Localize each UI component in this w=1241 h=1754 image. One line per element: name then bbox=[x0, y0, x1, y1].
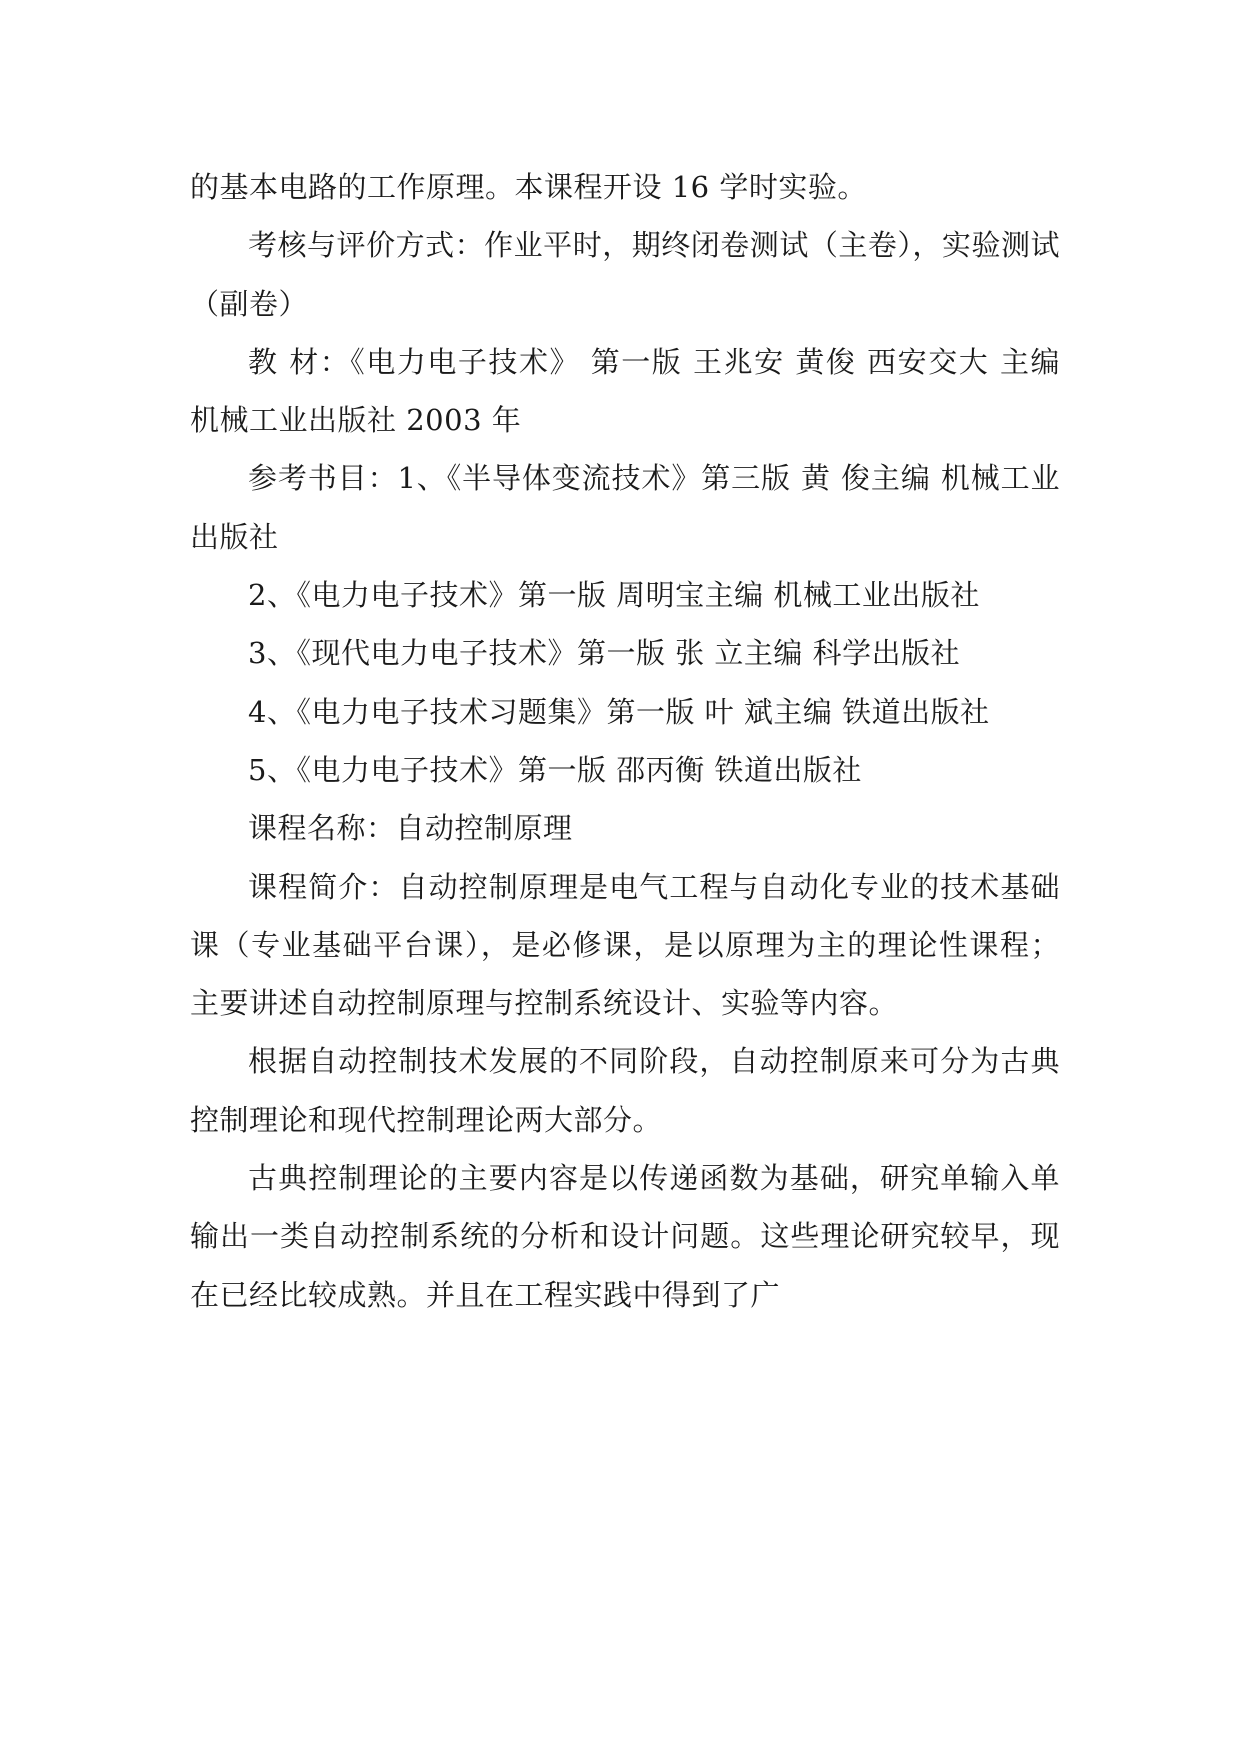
paragraph: 5、《电力电子技术》第一版 邵丙衡 铁道出版社 bbox=[248, 752, 862, 787]
paragraph: 的基本电路的工作原理。本课程开设 16 学时实验。 bbox=[190, 170, 867, 204]
paragraph: 课程简介：自动控制原理是电气工程与自动化专业的技术基础课（专业基础平台课），是必修课，是以原理为主的理论性课程；主要讲述自动控制原理与控制系统设计、实验等内容。 bbox=[190, 869, 1060, 1021]
paragraph: 3、《现代电力电子技术》第一版 张 立主编 科学出版社 bbox=[248, 636, 961, 671]
paragraph: 课程名称：自动控制原理 bbox=[248, 811, 573, 846]
paragraph: 2、《电力电子技术》第一版 周明宝主编 机械工业出版社 bbox=[248, 578, 980, 613]
paragraph: 考核与评价方式：作业平时，期终闭卷测试（主卷），实验测试（副卷） bbox=[190, 228, 1060, 321]
paragraph: 根据自动控制技术发展的不同阶段，自动控制原来可分为古典控制理论和现代控制理论两大部分。 bbox=[190, 1044, 1060, 1137]
paragraph: 教 材：《电力电子技术》 第一版 王兆安 黄俊 西安交大 主编 机械工业出版社 2003 年 bbox=[190, 344, 1060, 438]
document-body bbox=[190, 158, 1060, 1324]
paragraph: 4、《电力电子技术习题集》第一版 叶 斌主编 铁道出版社 bbox=[248, 694, 990, 729]
paragraph: 古典控制理论的主要内容是以传递函数为基础，研究单输入单输出一类自动控制系统的分析和设计问题。这些理论研究较早，现在已经比较成熟。并且在工程实践中得到了广 bbox=[190, 1161, 1060, 1312]
paragraph: 参考书目：1、《半导体变流技术》第三版 黄 俊主编 机械工业出版社 bbox=[190, 461, 1060, 554]
